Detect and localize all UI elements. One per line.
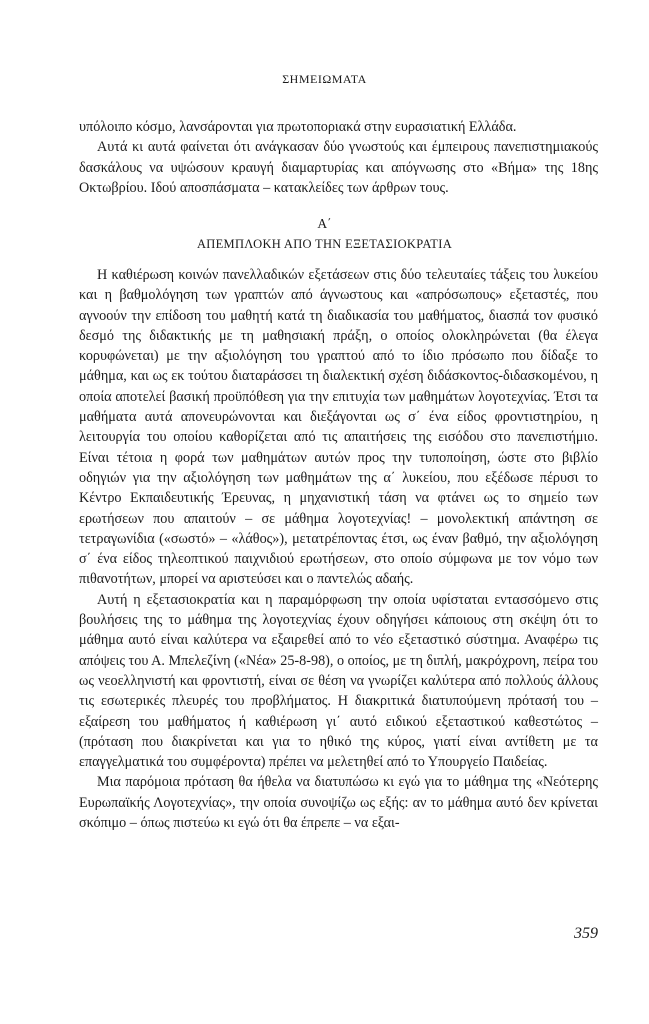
body-paragraph-1: Η καθιέρωση κοινών πανελλαδικών εξετάσεων στις δύο τελευταίες τάξεις του λυκείου και η βαθμολόγηση των γραπτών από άγνωστους και «απρόσωπους» εξεταστές, που αγνοούν την επίδοση του μαθητή κατά τη διαδικασία του μαθήματος, διασπά τον φυσικό δεσμό της διδακτικής με τη μαθησιακή πράξη, ο οποίος ολοκληρώνεται (θα έλεγα κορυφώνεται) με την αξιολόγηση του γραπτού από το ίδιο πρόσωπο που δίδαξε το μάθημα, και ως εκ τούτου διαταράσσει τη διαλεκτική σχέση διδάσκοντος-διδασκομένου, η οποία αποτελεί βασική προϋπόθεση για την επιτυχία των μαθημάτων λογοτεχνίας. Έτσι τα μαθήματα αυτά απονευρώνονται και διεξάγονται ως σ΄ ένα είδος φροντιστηρίου, η λειτουργία του οποίου καθορίζεται από τις απαιτήσεις της εισόδου στο πανεπιστήμιο. Είναι τέτοια η φορά των μαθημάτων αυτών προς την τυποποίηση, ώστε στο βιβλίο οδηγιών για την αξιολόγηση των μαθημάτων της α΄ λυκείου, που εξέδωσε πέρυσι το Κέντρο Εκπαιδευτικής Έρευνας, η μηχανιστική τάση να φτάνει ως το σημείο των ερωτήσεων που απαιτούν – σε μάθημα λογοτεχνίας! – μονολεκτική απάντηση σε τετραγωνίδια («σωστό» – «λάθος»), μετατρέποντας έτσι, ως έναν βαθμό, την αξιολόγηση σ΄ ένα είδος τηλεοπτικού παιχνιδιού ερωτήσεων, στο οποίο σύμφωνα με τον νόμο των πιθανοτήτων, μπορεί να αριστεύσει και ο παντελώς αδαής. bbox=[79, 267, 598, 588]
body-paragraph-2: Αυτή η εξετασιοκρατία και η παραμόρφωση την οποία υφίσταται εντασσόμενο στις βουλήσεις της το μάθημα της λογοτεχνίας έχουν οδηγήσει κάποιους στη σκέψη ότι το μάθημα αυτό είναι καλύτερα να εξαιρεθεί από το νέο εξεταστικό σύστημα. Αναφέρω τις απόψεις του Α. Μπελεζίνη («Νέα» 25-8-98), ο οποίος, με τη διπλή, μακρόχρονη, πείρα του ως νεοελληνιστή και φροντιστή, είναι σε θέση να γνωρίζει καλύτερα από πολλούς άλλους τις εσωτερικές πλευρές του προβλήματος. Η διακριτικά διατυπούμενη πρότασή του – εξαίρεση του μαθήματος ή καθιέρωση γι΄ αυτό ειδικού εξεταστικού καθεστώτος – (πρόταση που διακρίνεται και για το ηθικό της κύρος, γιατί είναι αντίθετη με τα επαγγελματικά του συμφέροντα) πρέπει να μελετηθεί από το Υπουργείο Παιδείας. bbox=[79, 591, 598, 771]
intro-paragraph-2: Αυτά κι αυτά φαίνεται ότι ανάγκασαν δύο γνωστούς και έμπειρους πανεπιστημιακούς δασκάλους να υψώσουν κραυγή διαμαρτυρίας και απόγνωσης στο «Βήμα» της 18ης Οκτωβρίου. Ιδού αποσπάσματα – κατακλείδες των άρθρων τους. bbox=[79, 139, 598, 196]
section-mark: Α΄ bbox=[317, 216, 332, 231]
page-number: 359 bbox=[574, 925, 598, 942]
intro-text bbox=[79, 117, 598, 198]
section-title: ΑΠΕΜΠΛΟΚΗ ΑΠΟ ΤΗΝ ΕΞΕΤΑΣΙΟΚΡΑΤΙΑ bbox=[196, 237, 453, 251]
running-head: ΣΗΜΕΙΩΜΑΤΑ bbox=[282, 72, 367, 86]
intro-paragraph-1: υπόλοιπο κόσμο, λανσάρονται για πρωτοποριακά στην ευρασιατική Ελλάδα. bbox=[79, 119, 517, 135]
body-text bbox=[79, 265, 598, 833]
body-paragraph-3: Μια παρόμοια πρόταση θα ήθελα να διατυπώσω κι εγώ για το μάθημα της «Νεότερης Ευρωπαϊκής Λογοτεχνίας», την οποία συνοψίζω ως εξής: αν το μάθημα αυτό δεν κρίνεται σκόπιμο – όπως πιστεύω κι εγώ ότι θα έπρεπε – να εξαι- bbox=[79, 774, 598, 832]
